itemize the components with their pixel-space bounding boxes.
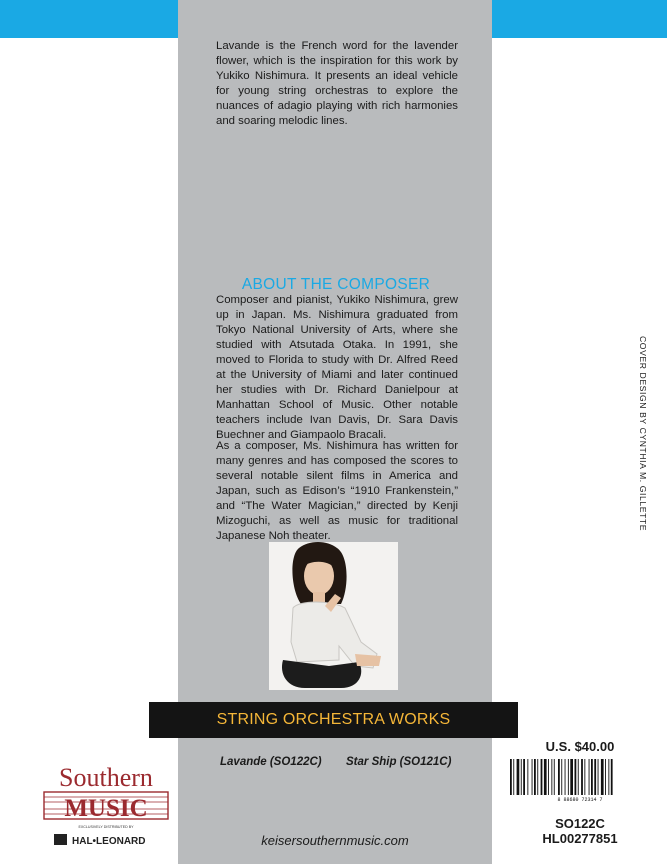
logo-hal-leonard: HAL•LEONARD (72, 836, 146, 847)
southern-music-logo (38, 762, 174, 850)
top-blue-band-right (492, 0, 667, 38)
work-title-lavande: Lavande (SO122C) (220, 756, 322, 768)
hal-leonard-mark-icon (54, 834, 67, 845)
catalog-number: SO122C (555, 816, 605, 831)
cover-design-credit: COVER DESIGN BY CYNTHIA M. GILLETTE (638, 336, 648, 532)
website-url[interactable]: keisersouthernmusic.com (261, 833, 409, 848)
about-composer-heading: ABOUT THE COMPOSER (241, 276, 431, 293)
series-band (149, 702, 518, 738)
logo-word-music: MUSIC (64, 795, 148, 822)
composer-bio-paragraph-2: As a composer, Ms. Nishimura has written for many genres and has composed the scores to several notable silent films in America and Japan, such as Edison’s “1910 Frankenstein,” and “The Water Magician,” directed by Kenji Mizoguchi, as well as music for traditional Japanese Noh theater. (216, 440, 458, 542)
composer-photo (269, 542, 398, 690)
composer-portrait-illustration (269, 542, 398, 690)
logo-distributed-by: EXCLUSIVELY DISTRIBUTED BY (78, 825, 134, 829)
top-blue-band-left (0, 0, 178, 38)
hal-leonard-number: HL00277851 (542, 831, 618, 846)
logo-word-southern: Southern (59, 763, 153, 792)
barcode-digits: 8 88680 72314 7 (557, 797, 603, 803)
barcode (506, 757, 654, 803)
work-description: Lavande is the French word for the lavender flower, which is the inspiration for this work by Yukiko Nishimura. It presents an ideal vehicle for young string orchestras to explore the nuances of adagio playing with rich harmonies and soaring melodic lines. (216, 40, 458, 127)
series-band-title: STRING ORCHESTRA WORKS (216, 711, 451, 728)
composer-bio-paragraph-1: Composer and pianist, Yukiko Nishimura, grew up in Japan. Ms. Nishimura graduated from Tokyo National University of Arts, where she studied with Atsutada Otaka. In 1991, she moved to Florida to study with Dr. Alfred Reed at the University of Miami and later continued her studies with Dr. Richard Danielpour at Manhattan School of Music. Other notable teachers include Ivan Davis, Dr. Sara Davis Buechner and Giampaolo Bracali. (216, 294, 458, 441)
price-label: U.S. $40.00 (545, 739, 615, 754)
work-title-star-ship: Star Ship (SO121C) (346, 756, 452, 768)
